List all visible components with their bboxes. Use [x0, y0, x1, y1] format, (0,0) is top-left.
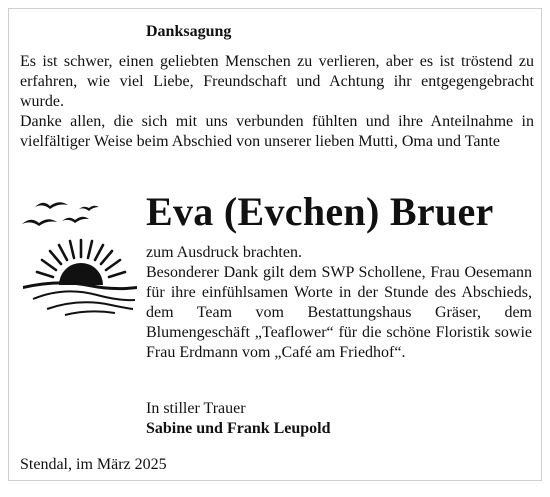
obituary-notice — [8, 8, 542, 481]
place-date: Stendal, im März 2025 — [20, 456, 167, 473]
thanks-line-1: zum Ausdruck brachten. — [146, 244, 302, 261]
closing-phrase: In stiller Trauer — [146, 400, 246, 417]
thanks-paragraph: Besonderer Dank gilt dem SWP Schollene, Frau Oesemann für ihre einfühlsamen Worte in der Stunde des Abschieds, dem Team vom Bestattungshaus Gräser, dem Blumengeschäft „Teaflower“ für die schöne Floristik sowie Frau Erdmann vom „Café am Friedhof“. — [146, 264, 532, 361]
intro-text — [20, 52, 534, 152]
heading: Danksagung — [146, 23, 232, 40]
signature-block — [146, 399, 331, 439]
thanks-text — [146, 243, 532, 363]
signature-names: Sabine und Frank Leupold — [146, 420, 331, 437]
intro-paragraph-2: Danke allen, die sich mit uns verbunden fühlten und ihre Anteilnahme in vielfältiger Weise beim Abschied von unserer lieben Mutti, Oma und Tante — [20, 113, 534, 150]
deceased-name: Eva (Evchen) Bruer — [146, 189, 494, 234]
intro-paragraph-1: Es ist schwer, einen geliebten Menschen zu verlieren, aber es ist tröstend zu erfahren, wie viel Liebe, Freundschaft und Achtung ihr entgegengebracht wurde. — [20, 53, 534, 110]
sunset-birds-icon — [19, 187, 139, 317]
